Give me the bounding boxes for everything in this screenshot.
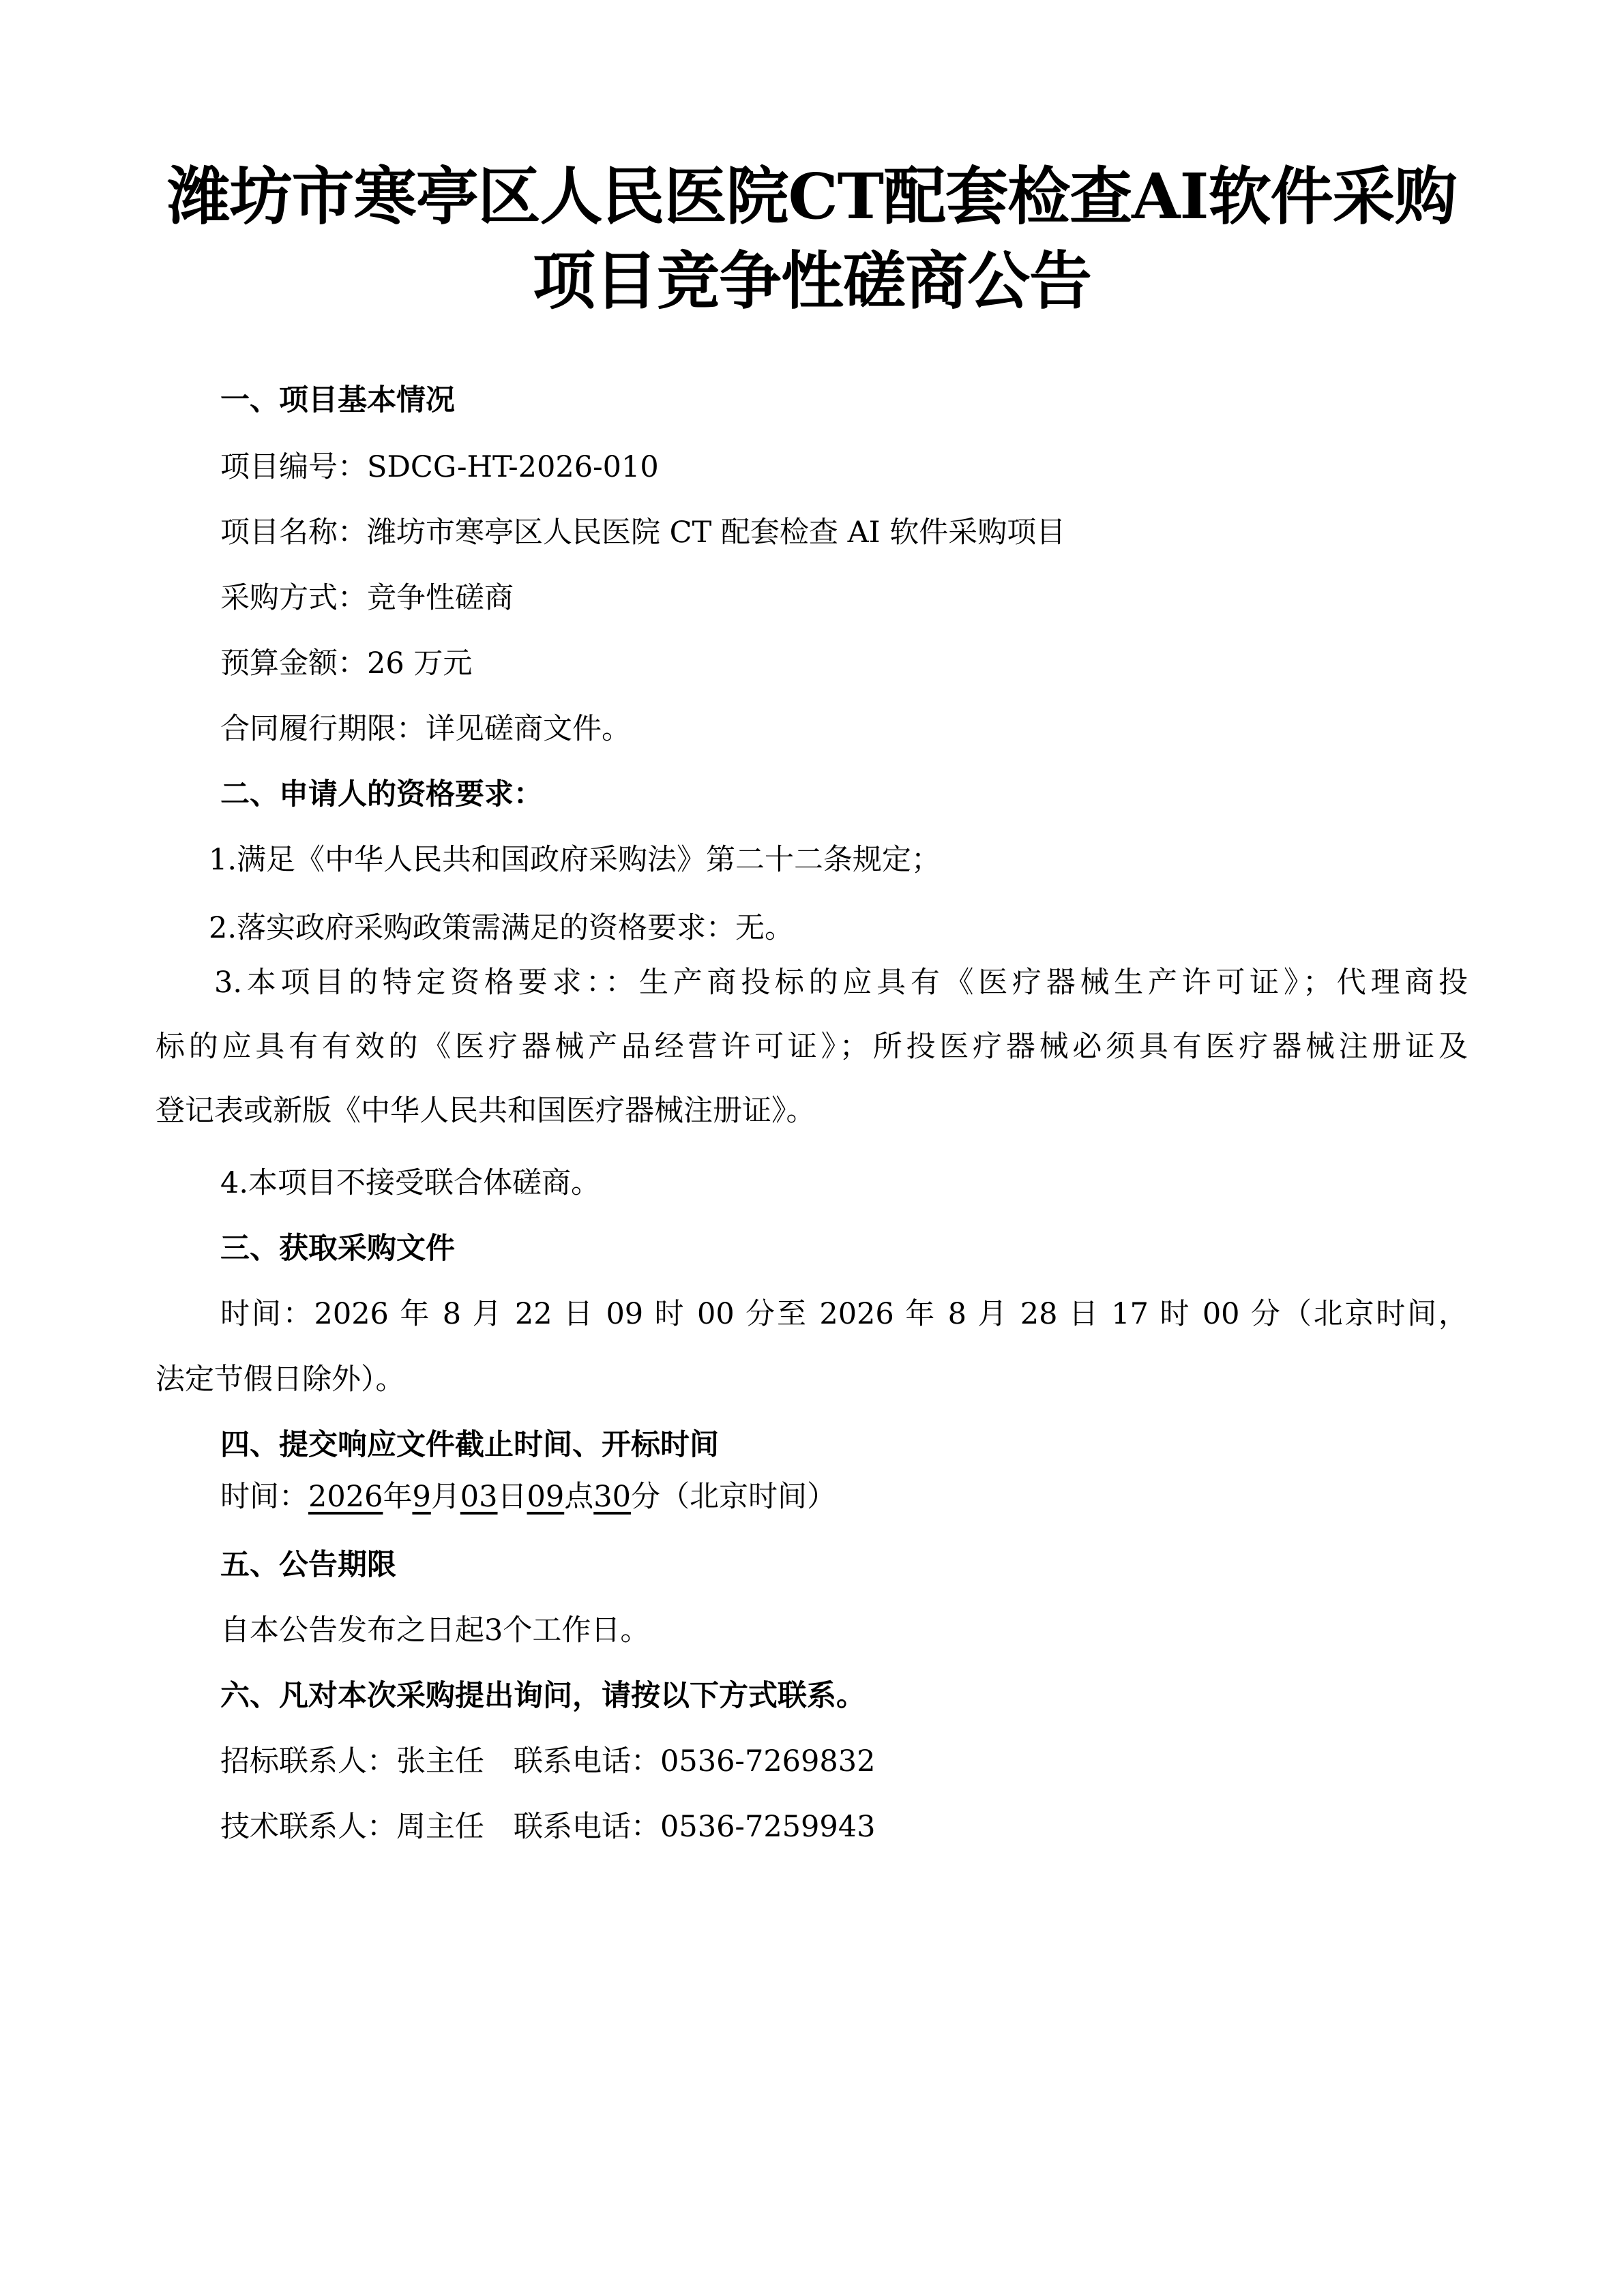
section-2-heading: 二、申请人的资格要求：	[220, 777, 543, 811]
budget-amount: 预算金额：26 万元	[220, 646, 473, 681]
document-time-line-1: 时间：2026 年 8 月 22 日 09 时 00 分至 2026 年 8 月 28 日 17 时 00 分（北京时间，	[220, 1297, 1468, 1331]
section-3-heading: 三、获取采购文件	[220, 1232, 455, 1266]
contract-term: 合同履行期限：详见磋商文件。	[220, 712, 631, 746]
deadline-minute: 30	[593, 1480, 631, 1514]
deadline-label: 时间：	[220, 1480, 308, 1514]
deadline-month-unit: 月	[430, 1480, 460, 1514]
section-5-heading: 五、公告期限	[220, 1548, 396, 1582]
document-title-line-1: 潍坊市寒亭区人民医院CT配套检查AI软件采购	[167, 160, 1457, 233]
deadline-day-unit: 日	[497, 1480, 527, 1514]
project-name: 项目名称：潍坊市寒亭区人民医院 CT 配套检查 AI 软件采购项目	[220, 516, 1066, 550]
notice-period: 自本公告发布之日起3个工作日。	[220, 1613, 650, 1648]
deadline-month: 9	[412, 1480, 431, 1514]
deadline-year-unit: 年	[383, 1480, 413, 1514]
qualification-item-3-line-3: 登记表或新版《中华人民共和国医疗器械注册证》。	[156, 1094, 816, 1128]
qualification-item-1: 1.满足《中华人民共和国政府采购法》第二十二条规定；	[209, 843, 941, 877]
project-number: 项目编号：SDCG-HT-2026-010	[220, 450, 659, 484]
deadline-hour-unit: 点	[564, 1480, 594, 1514]
section-1-heading: 一、项目基本情况	[220, 383, 455, 417]
qualification-item-4: 4.本项目不接受联合体磋商。	[220, 1166, 601, 1200]
tech-contact: 技术联系人：周主任 联系电话：0536-7259943	[220, 1810, 876, 1844]
deadline-time	[220, 1476, 836, 1517]
deadline-minute-unit: 分（北京时间）	[630, 1480, 836, 1514]
qualification-item-3-line-2: 标的应具有有效的《医疗器械产品经营许可证》；所投医疗器械必须具有医疗器械注册证及	[156, 1030, 1468, 1064]
bid-contact: 招标联系人：张主任 联系电话：0536-7269832	[220, 1744, 876, 1778]
section-4-heading: 四、提交响应文件截止时间、开标时间	[220, 1428, 719, 1462]
document-time-line-2: 法定节假日除外）。	[156, 1362, 405, 1397]
document-title-line-2: 项目竞争性磋商公告	[532, 244, 1091, 318]
qualification-item-3-line-1: 3.本项目的特定资格要求：：生产商投标的应具有《医疗器械生产许可证》；代理商投	[214, 966, 1468, 1000]
procurement-method: 采购方式：竞争性磋商	[220, 581, 514, 615]
qualification-item-2: 2.落实政府采购政策需满足的资格要求：无。	[209, 911, 795, 945]
section-6-heading: 六、凡对本次采购提出询问，请按以下方式联系。	[220, 1679, 866, 1713]
deadline-hour: 09	[527, 1480, 565, 1514]
deadline-day: 03	[460, 1480, 498, 1514]
deadline-year: 2026	[308, 1480, 383, 1514]
